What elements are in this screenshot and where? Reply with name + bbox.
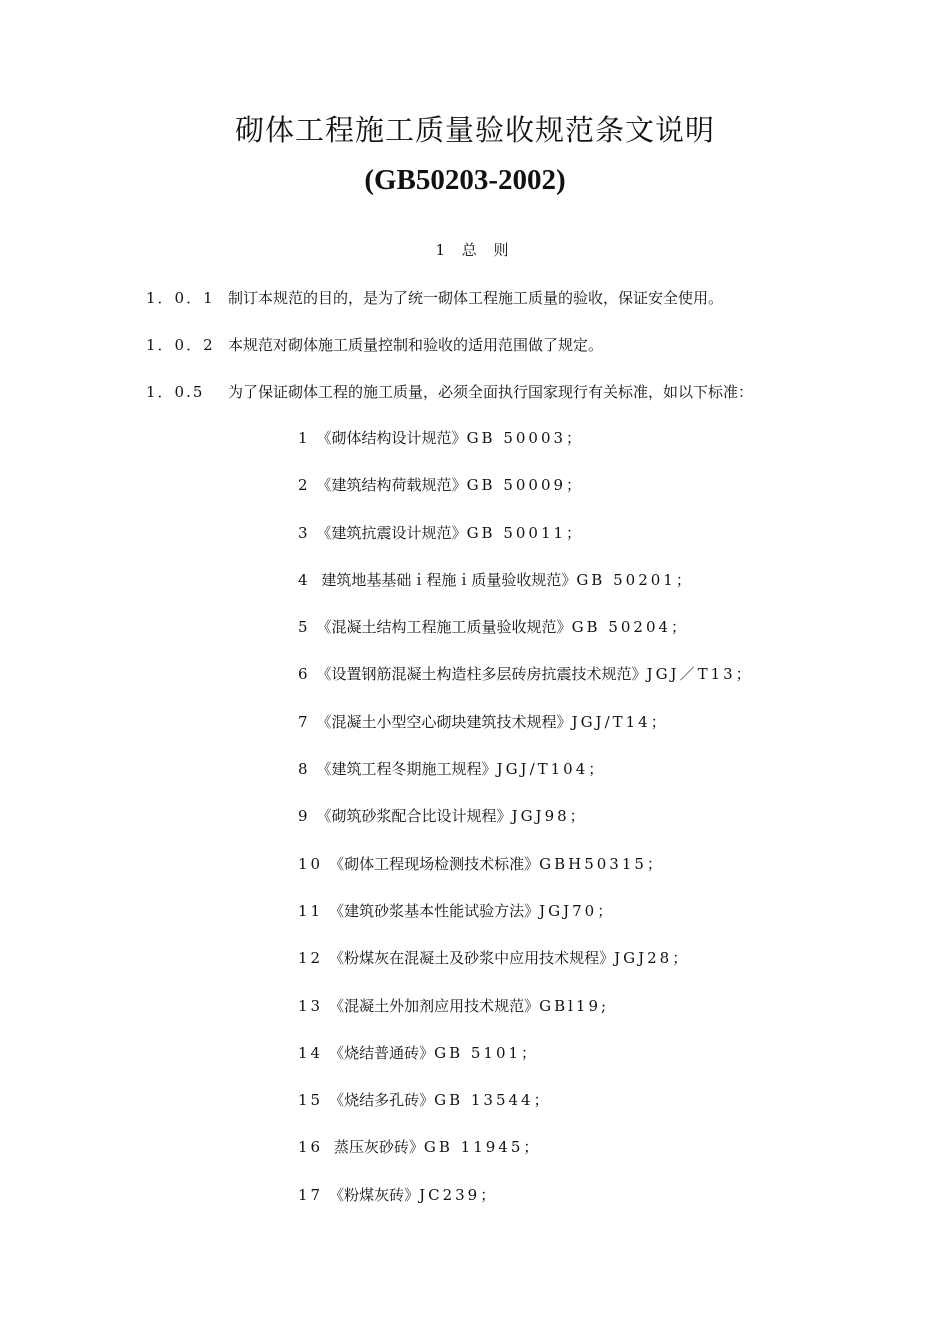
standard-code-subtitle: (GB50203-2002) [364, 164, 566, 196]
item-index: 6 [298, 665, 311, 684]
standard-name: 《砌体结构设计规范》 [316, 429, 467, 447]
list-item [298, 1088, 754, 1135]
list-item [298, 757, 754, 804]
clause-1-0-5 [146, 380, 753, 404]
list-item [298, 473, 754, 520]
list-item [298, 899, 754, 946]
list-item [298, 710, 754, 757]
list-item [298, 521, 754, 568]
standard-name: 《设置钢筋混凝土构造柱多层砖房抗震技术规范》 [316, 665, 647, 684]
standard-name: 《砌筑砂浆配合比设计规程》 [316, 807, 512, 826]
standard-name: 蒸压灰砂砖》 [329, 1138, 424, 1157]
item-index: 15 [298, 1091, 324, 1110]
standard-name: 建筑地基基础ｉ程施ｉ质量验收规范》 [316, 570, 577, 589]
clause-number: 1．0．1 [146, 289, 215, 307]
list-item [298, 568, 754, 615]
standard-name: 《烧结普通砖》 [329, 1043, 435, 1062]
list-item [298, 804, 754, 851]
standard-name: 《混凝土外加剂应用技术规范》 [329, 996, 540, 1015]
standard-code: GB 5101； [434, 1043, 540, 1062]
list-item [298, 852, 754, 899]
list-item [298, 1183, 754, 1230]
standard-name: 《混凝土结构工程施工质量验收规范》 [316, 618, 572, 637]
item-index: 5 [298, 618, 311, 637]
standard-code: JGJ70； [539, 901, 616, 920]
standard-code: JGJ/T14； [571, 712, 669, 731]
standard-name: 《粉煤灰砖》 [329, 1185, 420, 1204]
item-index: 12 [298, 949, 324, 968]
standard-code: GBl19; [539, 996, 610, 1015]
standard-code: JC239； [419, 1185, 499, 1204]
list-item [298, 1135, 754, 1182]
standard-code: JGJ/T104； [496, 760, 607, 779]
standard-code: JGJ／T13； [646, 665, 754, 684]
item-index: 10 [298, 854, 324, 873]
standard-name: 《建筑结构荷载规范》 [316, 476, 467, 495]
standard-name: 《砌体工程现场检测技术标准》 [329, 854, 540, 873]
standard-code: GB 50204； [571, 618, 690, 637]
clause-text: 为了保证砌体工程的施工质量，必须全面执行国家现行有关标准，如以下标准： [228, 383, 754, 401]
item-index: 7 [298, 712, 311, 731]
list-item [298, 1041, 754, 1088]
standard-name: 《建筑砂浆基本性能试验方法》 [329, 901, 540, 920]
clause-1-0-1 [146, 286, 723, 310]
standard-code: GB 50201； [576, 570, 694, 589]
standard-code: JGJ28； [614, 949, 691, 968]
standard-code: GB 11945； [423, 1138, 542, 1157]
list-item [298, 662, 754, 709]
item-index: 11 [298, 901, 324, 920]
list-item [298, 994, 754, 1041]
standard-name: 《建筑工程冬期施工规程》 [316, 760, 497, 779]
list-item [298, 946, 754, 993]
standard-code: GBH50315； [539, 854, 665, 873]
item-index: 2 [298, 476, 311, 495]
standard-name: 《粉煤灰在混凝土及砂浆中应用技术规程》 [329, 949, 615, 968]
item-index: 14 [298, 1043, 324, 1062]
referenced-standards-list [298, 426, 754, 1230]
clause-text: 本规范对砌体施工质量控制和验收的适用范围做了规定。 [228, 336, 604, 354]
list-item [298, 615, 754, 662]
clause-text: 制订本规范的目的，是为了统一砌体工程施工质量的验收，保证安全使用。 [228, 289, 724, 307]
item-index: 1 [298, 429, 311, 447]
item-index: 4 [298, 570, 311, 589]
list-item [298, 426, 754, 473]
item-index: 17 [298, 1185, 324, 1204]
standard-name: 《建筑抗震设计规范》 [316, 523, 467, 542]
standard-code: JGJ98； [511, 807, 588, 826]
standard-code: GB 50009； [466, 476, 585, 495]
standard-name: 《烧结多孔砖》 [329, 1091, 435, 1110]
clause-number: 1．0．2 [146, 336, 215, 354]
standard-code: GB 50003； [466, 429, 585, 447]
clause-1-0-2 [146, 333, 603, 357]
document-title: 砌体工程施工质量验收规范条文说明 [234, 113, 715, 147]
item-index: 3 [298, 523, 311, 542]
standard-code: GB 50011； [466, 523, 585, 542]
item-index: 13 [298, 996, 324, 1015]
standard-code: GB 13544； [434, 1091, 552, 1110]
section-heading: 1 总 则 [435, 241, 515, 259]
item-index: 9 [298, 807, 311, 826]
clause-number: 1．0.5 [146, 383, 205, 401]
standard-name: 《混凝土小型空心砌块建筑技术规程》 [316, 712, 572, 731]
item-index: 16 [298, 1138, 324, 1157]
item-index: 8 [298, 760, 311, 779]
